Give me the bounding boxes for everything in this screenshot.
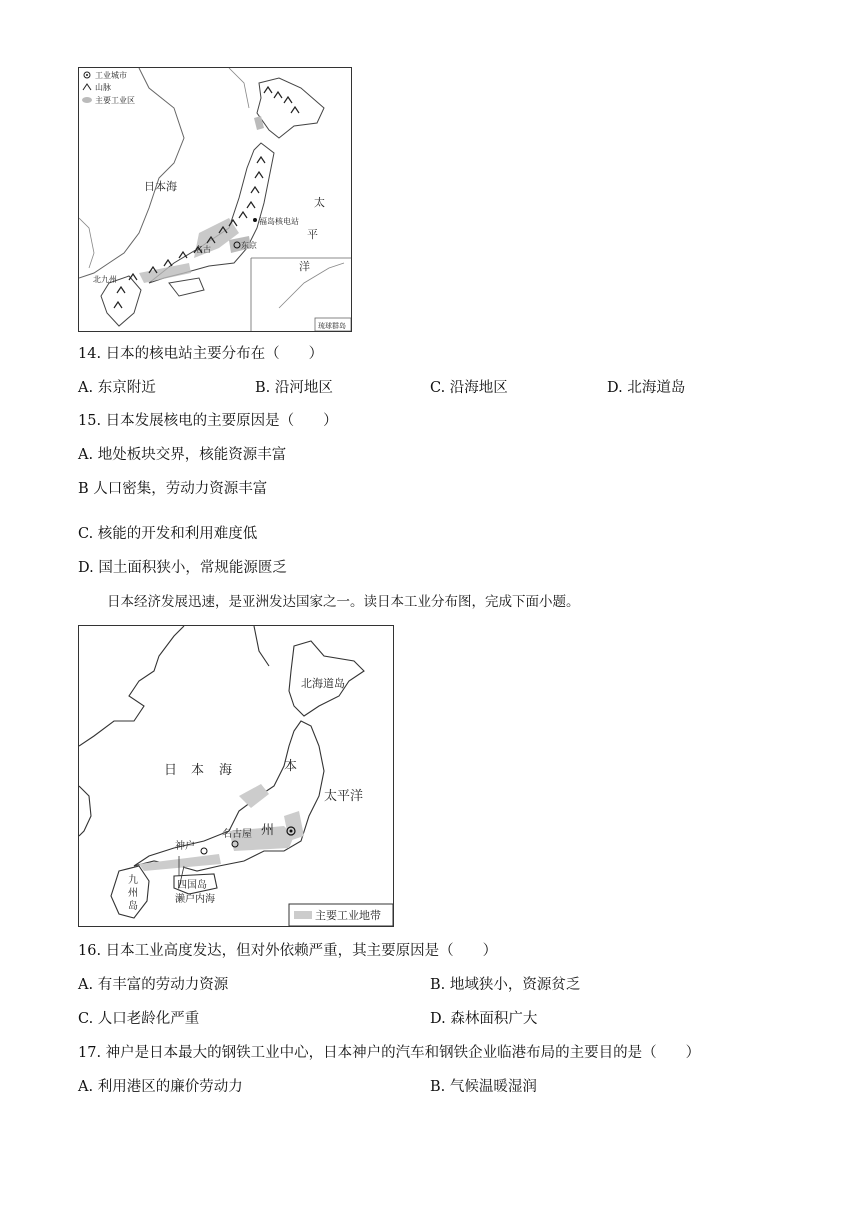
industrial-zone-setouchi	[139, 263, 191, 283]
shikoku-label: 四国岛	[177, 880, 207, 891]
q14-option-a[interactable]: A. 东京附近	[78, 380, 156, 396]
honshu	[149, 143, 274, 283]
japan-nuclear-map	[78, 67, 352, 332]
legend-mountain: 山脉	[95, 83, 111, 92]
kitakyushu-label: 北九州	[93, 275, 117, 284]
fukushima-dot	[253, 218, 257, 222]
korea-coast	[79, 786, 91, 836]
industry-legend-icon	[82, 97, 92, 103]
q15-option-a[interactable]: A. 地处板块交界，核能资源丰富	[78, 447, 287, 463]
hokkaido	[257, 78, 324, 138]
q16-stem: 16. 日本工业高度发达，但对外依赖严重，其主要原因是（ ）	[78, 943, 498, 959]
sea-label-2: 本	[191, 763, 205, 778]
nagoya-label: 名古屋	[222, 829, 252, 840]
q16-option-b[interactable]: B. 地域狭小，资源贫乏	[430, 977, 581, 993]
q15-option-c[interactable]: C. 核能的开发和利用难度低	[78, 526, 258, 542]
map2-legend-label: 主要工业地带	[315, 909, 381, 922]
pacific-label-3: 洋	[299, 260, 310, 273]
ryukyu-label: 琉球群岛	[318, 322, 346, 330]
honshu-label-2: 州	[261, 823, 275, 838]
q16-option-a[interactable]: A. 有丰富的劳动力资源	[78, 977, 229, 993]
map2-svg	[79, 626, 393, 926]
honshu-label-1: 本	[284, 759, 298, 774]
legend-city: 工业城市	[95, 71, 127, 80]
mountain-legend-icon	[83, 84, 91, 90]
q16-option-d[interactable]: D. 森林面积广大	[430, 1011, 538, 1027]
q14-option-b[interactable]: B. 沿河地区	[255, 380, 333, 396]
ryukyu-islands	[279, 263, 344, 308]
kobe-label: 神户	[175, 841, 195, 852]
pacific-label: 太平洋	[324, 789, 364, 804]
mainland-coast	[79, 626, 184, 746]
honshu	[134, 721, 324, 871]
sakhalin-coast	[254, 626, 269, 666]
q17-option-b[interactable]: B. 气候温暖湿润	[430, 1079, 537, 1095]
setonaikai-label: 濑户内海	[175, 894, 215, 905]
sea-label-3: 海	[219, 763, 233, 778]
q14-stem: 14. 日本的核电站主要分布在（ ）	[78, 346, 324, 362]
industrial-belt-legend-icon	[294, 911, 312, 919]
nagoya-label: 名古	[195, 245, 211, 254]
hokkaido-label: 北海道岛	[301, 677, 345, 690]
sea-of-japan-label: 日本海	[144, 180, 177, 193]
q16-option-c[interactable]: C. 人口老龄化严重	[78, 1011, 200, 1027]
q14-option-c[interactable]: C. 沿海地区	[430, 380, 508, 396]
kyushu-label-1: 九	[128, 875, 138, 886]
sakhalin-coast	[229, 68, 249, 108]
legend-industry: 主要工业区	[95, 96, 135, 105]
q15-option-b[interactable]: B 人口密集，劳动力资源丰富	[78, 481, 268, 497]
shikoku	[169, 278, 204, 296]
fukushima-label: 福岛核电站	[259, 217, 299, 226]
tokyo-label: 东京	[241, 241, 257, 250]
japan-industry-map	[78, 625, 394, 927]
pacific-label-1: 太	[314, 196, 325, 209]
q17-option-a[interactable]: A. 利用港区的廉价劳动力	[78, 1079, 243, 1095]
section-intro: 日本经济发展迅速，是亚洲发达国家之一。读日本工业分布图，完成下面小题。	[107, 594, 580, 610]
kyushu-label-2: 州	[128, 888, 138, 899]
kyushu-label-3: 岛	[128, 901, 138, 912]
q15-stem: 15. 日本发展核电的主要原因是（ ）	[78, 413, 338, 429]
map1-legend	[82, 70, 135, 105]
map1-svg	[79, 68, 351, 331]
korea-coast	[79, 218, 94, 268]
pacific-label-2: 平	[307, 228, 318, 241]
q17-stem: 17. 神户是日本最大的钢铁工业中心，日本神户的汽车和钢铁企业临港布局的主要目的是（ ）	[78, 1045, 701, 1061]
sea-label-1: 日	[164, 763, 178, 778]
q15-option-d[interactable]: D. 国土面积狭小，常规能源匮乏	[78, 560, 287, 576]
q14-option-d[interactable]: D. 北海道岛	[607, 380, 686, 396]
